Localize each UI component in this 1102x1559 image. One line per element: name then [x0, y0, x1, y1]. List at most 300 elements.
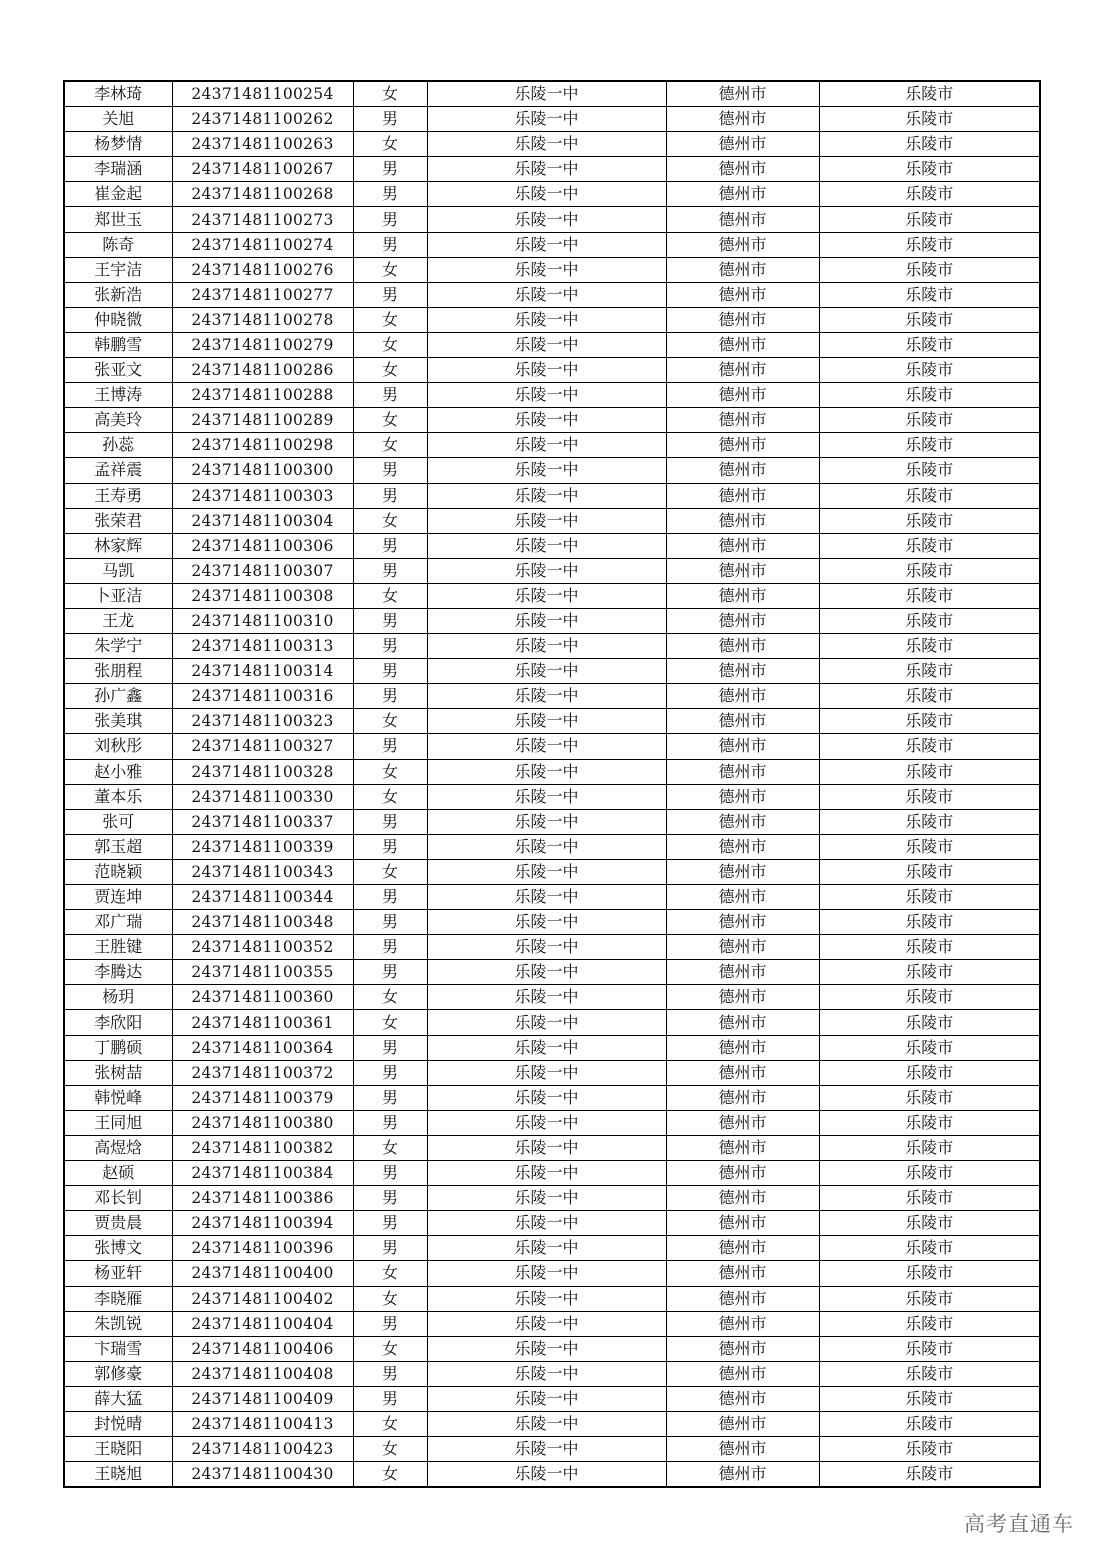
- city-cell: 德州市: [666, 1085, 819, 1110]
- gender-cell: 男: [353, 1060, 427, 1085]
- county-cell: 乐陵市: [819, 885, 1040, 910]
- county-cell: 乐陵市: [819, 608, 1040, 633]
- school-cell: 乐陵一中: [427, 533, 666, 558]
- table-row: [64, 483, 1040, 508]
- city-cell: 德州市: [666, 1110, 819, 1135]
- name-cell: 刘秋彤: [64, 734, 172, 759]
- table-row: [64, 985, 1040, 1010]
- school-cell: 乐陵一中: [427, 1386, 666, 1411]
- city-cell: 德州市: [666, 1361, 819, 1386]
- school-cell: 乐陵一中: [427, 1085, 666, 1110]
- county-cell: 乐陵市: [819, 1135, 1040, 1160]
- table-row: [64, 1135, 1040, 1160]
- city-cell: 德州市: [666, 960, 819, 985]
- county-cell: 乐陵市: [819, 132, 1040, 157]
- name-cell: 李林琦: [64, 81, 172, 107]
- gender-cell: 女: [353, 433, 427, 458]
- exam-id-cell: 24371481100352: [172, 935, 353, 960]
- name-cell: 王宇洁: [64, 257, 172, 282]
- exam-id-cell: 24371481100339: [172, 834, 353, 859]
- table-row: [64, 383, 1040, 408]
- school-cell: 乐陵一中: [427, 257, 666, 282]
- county-cell: 乐陵市: [819, 107, 1040, 132]
- table-row: [64, 960, 1040, 985]
- city-cell: 德州市: [666, 558, 819, 583]
- name-cell: 韩悦峰: [64, 1085, 172, 1110]
- exam-id-cell: 24371481100364: [172, 1035, 353, 1060]
- school-cell: 乐陵一中: [427, 508, 666, 533]
- school-cell: 乐陵一中: [427, 885, 666, 910]
- county-cell: 乐陵市: [819, 809, 1040, 834]
- school-cell: 乐陵一中: [427, 358, 666, 383]
- gender-cell: 男: [353, 659, 427, 684]
- table-row: [64, 634, 1040, 659]
- school-cell: 乐陵一中: [427, 684, 666, 709]
- exam-id-cell: 24371481100355: [172, 960, 353, 985]
- gender-cell: 男: [353, 282, 427, 307]
- gender-cell: 女: [353, 1411, 427, 1436]
- exam-id-cell: 24371481100278: [172, 307, 353, 332]
- student-roster-table: [63, 80, 1041, 1488]
- gender-cell: 男: [353, 458, 427, 483]
- school-cell: 乐陵一中: [427, 759, 666, 784]
- city-cell: 德州市: [666, 1010, 819, 1035]
- gender-cell: 男: [353, 1311, 427, 1336]
- exam-id-cell: 24371481100303: [172, 483, 353, 508]
- school-cell: 乐陵一中: [427, 81, 666, 107]
- gender-cell: 男: [353, 1386, 427, 1411]
- school-cell: 乐陵一中: [427, 1035, 666, 1060]
- table-row: [64, 784, 1040, 809]
- exam-id-cell: 24371481100396: [172, 1236, 353, 1261]
- gender-cell: 女: [353, 81, 427, 107]
- exam-id-cell: 24371481100379: [172, 1085, 353, 1110]
- exam-id-cell: 24371481100276: [172, 257, 353, 282]
- exam-id-cell: 24371481100408: [172, 1361, 353, 1386]
- table-row: [64, 508, 1040, 533]
- table-row: [64, 358, 1040, 383]
- name-cell: 王同旭: [64, 1110, 172, 1135]
- exam-id-cell: 24371481100307: [172, 558, 353, 583]
- name-cell: 朱学宁: [64, 634, 172, 659]
- name-cell: 王寿勇: [64, 483, 172, 508]
- city-cell: 德州市: [666, 332, 819, 357]
- roster-body: [64, 81, 1040, 1487]
- name-cell: 林家辉: [64, 533, 172, 558]
- city-cell: 德州市: [666, 1386, 819, 1411]
- table-row: [64, 1286, 1040, 1311]
- gender-cell: 女: [353, 508, 427, 533]
- city-cell: 德州市: [666, 157, 819, 182]
- county-cell: 乐陵市: [819, 910, 1040, 935]
- county-cell: 乐陵市: [819, 508, 1040, 533]
- school-cell: 乐陵一中: [427, 1336, 666, 1361]
- table-row: [64, 307, 1040, 332]
- city-cell: 德州市: [666, 608, 819, 633]
- gender-cell: 女: [353, 859, 427, 884]
- watermark-text: 高考直通车: [964, 1512, 1074, 1536]
- exam-id-cell: 24371481100274: [172, 232, 353, 257]
- school-cell: 乐陵一中: [427, 1236, 666, 1261]
- table-row: [64, 458, 1040, 483]
- county-cell: 乐陵市: [819, 257, 1040, 282]
- table-row: [64, 809, 1040, 834]
- city-cell: 德州市: [666, 859, 819, 884]
- school-cell: 乐陵一中: [427, 784, 666, 809]
- school-cell: 乐陵一中: [427, 458, 666, 483]
- gender-cell: 男: [353, 935, 427, 960]
- exam-id-cell: 24371481100267: [172, 157, 353, 182]
- city-cell: 德州市: [666, 81, 819, 107]
- name-cell: 邓长钊: [64, 1186, 172, 1211]
- name-cell: 朱凯锐: [64, 1311, 172, 1336]
- table-row: [64, 1411, 1040, 1436]
- gender-cell: 男: [353, 1110, 427, 1135]
- exam-id-cell: 24371481100384: [172, 1161, 353, 1186]
- name-cell: 郭修豪: [64, 1361, 172, 1386]
- school-cell: 乐陵一中: [427, 910, 666, 935]
- name-cell: 崔金起: [64, 182, 172, 207]
- name-cell: 张朋程: [64, 659, 172, 684]
- table-row: [64, 1336, 1040, 1361]
- city-cell: 德州市: [666, 1311, 819, 1336]
- exam-id-cell: 24371481100306: [172, 533, 353, 558]
- exam-id-cell: 24371481100348: [172, 910, 353, 935]
- exam-id-cell: 24371481100327: [172, 734, 353, 759]
- city-cell: 德州市: [666, 182, 819, 207]
- name-cell: 张博文: [64, 1236, 172, 1261]
- city-cell: 德州市: [666, 985, 819, 1010]
- school-cell: 乐陵一中: [427, 1361, 666, 1386]
- name-cell: 李欣阳: [64, 1010, 172, 1035]
- school-cell: 乐陵一中: [427, 182, 666, 207]
- table-row: [64, 433, 1040, 458]
- county-cell: 乐陵市: [819, 1311, 1040, 1336]
- exam-id-cell: 24371481100273: [172, 207, 353, 232]
- table-row: [64, 1035, 1040, 1060]
- city-cell: 德州市: [666, 408, 819, 433]
- exam-id-cell: 24371481100337: [172, 809, 353, 834]
- gender-cell: 男: [353, 558, 427, 583]
- gender-cell: 男: [353, 232, 427, 257]
- name-cell: 董本乐: [64, 784, 172, 809]
- gender-cell: 女: [353, 1437, 427, 1462]
- county-cell: 乐陵市: [819, 182, 1040, 207]
- gender-cell: 女: [353, 1462, 427, 1488]
- name-cell: 邓广瑞: [64, 910, 172, 935]
- exam-id-cell: 24371481100413: [172, 1411, 353, 1436]
- exam-id-cell: 24371481100308: [172, 583, 353, 608]
- table-row: [64, 132, 1040, 157]
- school-cell: 乐陵一中: [427, 207, 666, 232]
- exam-id-cell: 24371481100430: [172, 1462, 353, 1488]
- city-cell: 德州市: [666, 583, 819, 608]
- table-row: [64, 1085, 1040, 1110]
- gender-cell: 男: [353, 809, 427, 834]
- gender-cell: 男: [353, 1085, 427, 1110]
- school-cell: 乐陵一中: [427, 709, 666, 734]
- table-row: [64, 1110, 1040, 1135]
- city-cell: 德州市: [666, 935, 819, 960]
- school-cell: 乐陵一中: [427, 1462, 666, 1488]
- table-row: [64, 608, 1040, 633]
- gender-cell: 女: [353, 1336, 427, 1361]
- school-cell: 乐陵一中: [427, 1186, 666, 1211]
- school-cell: 乐陵一中: [427, 558, 666, 583]
- gender-cell: 男: [353, 885, 427, 910]
- city-cell: 德州市: [666, 1437, 819, 1462]
- exam-id-cell: 24371481100394: [172, 1211, 353, 1236]
- name-cell: 杨亚轩: [64, 1261, 172, 1286]
- gender-cell: 男: [353, 1035, 427, 1060]
- table-row: [64, 1211, 1040, 1236]
- exam-id-cell: 24371481100289: [172, 408, 353, 433]
- exam-id-cell: 24371481100254: [172, 81, 353, 107]
- school-cell: 乐陵一中: [427, 408, 666, 433]
- school-cell: 乐陵一中: [427, 232, 666, 257]
- table-row: [64, 834, 1040, 859]
- name-cell: 封悦晴: [64, 1411, 172, 1436]
- county-cell: 乐陵市: [819, 1411, 1040, 1436]
- exam-id-cell: 24371481100360: [172, 985, 353, 1010]
- school-cell: 乐陵一中: [427, 985, 666, 1010]
- exam-id-cell: 24371481100286: [172, 358, 353, 383]
- city-cell: 德州市: [666, 232, 819, 257]
- school-cell: 乐陵一中: [427, 809, 666, 834]
- table-row: [64, 1161, 1040, 1186]
- school-cell: 乐陵一中: [427, 608, 666, 633]
- table-row: [64, 885, 1040, 910]
- name-cell: 贾贵晨: [64, 1211, 172, 1236]
- city-cell: 德州市: [666, 1161, 819, 1186]
- exam-id-cell: 24371481100304: [172, 508, 353, 533]
- gender-cell: 男: [353, 483, 427, 508]
- city-cell: 德州市: [666, 1135, 819, 1160]
- city-cell: 德州市: [666, 910, 819, 935]
- table-row: [64, 232, 1040, 257]
- table-row: [64, 558, 1040, 583]
- county-cell: 乐陵市: [819, 358, 1040, 383]
- city-cell: 德州市: [666, 257, 819, 282]
- gender-cell: 女: [353, 784, 427, 809]
- exam-id-cell: 24371481100328: [172, 759, 353, 784]
- school-cell: 乐陵一中: [427, 383, 666, 408]
- gender-cell: 女: [353, 759, 427, 784]
- table-row: [64, 1236, 1040, 1261]
- table-row: [64, 207, 1040, 232]
- city-cell: 德州市: [666, 759, 819, 784]
- table-row: [64, 533, 1040, 558]
- county-cell: 乐陵市: [819, 307, 1040, 332]
- gender-cell: 男: [353, 157, 427, 182]
- city-cell: 德州市: [666, 1261, 819, 1286]
- county-cell: 乐陵市: [819, 383, 1040, 408]
- exam-id-cell: 24371481100404: [172, 1311, 353, 1336]
- city-cell: 德州市: [666, 207, 819, 232]
- gender-cell: 女: [353, 332, 427, 357]
- school-cell: 乐陵一中: [427, 1286, 666, 1311]
- exam-id-cell: 24371481100277: [172, 282, 353, 307]
- name-cell: 张可: [64, 809, 172, 834]
- table-row: [64, 408, 1040, 433]
- name-cell: 赵小雅: [64, 759, 172, 784]
- exam-id-cell: 24371481100361: [172, 1010, 353, 1035]
- school-cell: 乐陵一中: [427, 935, 666, 960]
- county-cell: 乐陵市: [819, 433, 1040, 458]
- gender-cell: 女: [353, 1135, 427, 1160]
- school-cell: 乐陵一中: [427, 859, 666, 884]
- gender-cell: 男: [353, 182, 427, 207]
- name-cell: 王晓阳: [64, 1437, 172, 1462]
- name-cell: 薛大猛: [64, 1386, 172, 1411]
- county-cell: 乐陵市: [819, 1261, 1040, 1286]
- city-cell: 德州市: [666, 533, 819, 558]
- county-cell: 乐陵市: [819, 157, 1040, 182]
- city-cell: 德州市: [666, 834, 819, 859]
- exam-id-cell: 24371481100298: [172, 433, 353, 458]
- table-row: [64, 282, 1040, 307]
- name-cell: 韩鹏雪: [64, 332, 172, 357]
- name-cell: 李晓雁: [64, 1286, 172, 1311]
- gender-cell: 女: [353, 1286, 427, 1311]
- gender-cell: 女: [353, 307, 427, 332]
- school-cell: 乐陵一中: [427, 634, 666, 659]
- county-cell: 乐陵市: [819, 1060, 1040, 1085]
- city-cell: 德州市: [666, 358, 819, 383]
- table-row: [64, 157, 1040, 182]
- table-row: [64, 1462, 1040, 1488]
- city-cell: 德州市: [666, 734, 819, 759]
- school-cell: 乐陵一中: [427, 734, 666, 759]
- name-cell: 赵硕: [64, 1161, 172, 1186]
- city-cell: 德州市: [666, 659, 819, 684]
- county-cell: 乐陵市: [819, 1236, 1040, 1261]
- exam-id-cell: 24371481100386: [172, 1186, 353, 1211]
- county-cell: 乐陵市: [819, 759, 1040, 784]
- school-cell: 乐陵一中: [427, 1411, 666, 1436]
- table-row: [64, 734, 1040, 759]
- table-row: [64, 1060, 1040, 1085]
- name-cell: 关旭: [64, 107, 172, 132]
- name-cell: 张美琪: [64, 709, 172, 734]
- exam-id-cell: 24371481100279: [172, 332, 353, 357]
- school-cell: 乐陵一中: [427, 282, 666, 307]
- school-cell: 乐陵一中: [427, 1135, 666, 1160]
- county-cell: 乐陵市: [819, 1211, 1040, 1236]
- table-row: [64, 1437, 1040, 1462]
- gender-cell: 男: [353, 1236, 427, 1261]
- city-cell: 德州市: [666, 107, 819, 132]
- city-cell: 德州市: [666, 1211, 819, 1236]
- exam-id-cell: 24371481100263: [172, 132, 353, 157]
- county-cell: 乐陵市: [819, 207, 1040, 232]
- gender-cell: 男: [353, 1161, 427, 1186]
- city-cell: 德州市: [666, 885, 819, 910]
- school-cell: 乐陵一中: [427, 1211, 666, 1236]
- name-cell: 王博涛: [64, 383, 172, 408]
- city-cell: 德州市: [666, 132, 819, 157]
- name-cell: 郭玉超: [64, 834, 172, 859]
- gender-cell: 男: [353, 1361, 427, 1386]
- table-row: [64, 1261, 1040, 1286]
- school-cell: 乐陵一中: [427, 834, 666, 859]
- school-cell: 乐陵一中: [427, 132, 666, 157]
- city-cell: 德州市: [666, 809, 819, 834]
- gender-cell: 男: [353, 608, 427, 633]
- county-cell: 乐陵市: [819, 985, 1040, 1010]
- county-cell: 乐陵市: [819, 282, 1040, 307]
- table-row: [64, 107, 1040, 132]
- city-cell: 德州市: [666, 1462, 819, 1488]
- county-cell: 乐陵市: [819, 634, 1040, 659]
- name-cell: 范晓颖: [64, 859, 172, 884]
- city-cell: 德州市: [666, 508, 819, 533]
- city-cell: 德州市: [666, 383, 819, 408]
- table-row: [64, 684, 1040, 709]
- county-cell: 乐陵市: [819, 935, 1040, 960]
- county-cell: 乐陵市: [819, 1361, 1040, 1386]
- city-cell: 德州市: [666, 1336, 819, 1361]
- name-cell: 孙广鑫: [64, 684, 172, 709]
- county-cell: 乐陵市: [819, 1035, 1040, 1060]
- city-cell: 德州市: [666, 1286, 819, 1311]
- school-cell: 乐陵一中: [427, 157, 666, 182]
- county-cell: 乐陵市: [819, 709, 1040, 734]
- table-row: [64, 1186, 1040, 1211]
- county-cell: 乐陵市: [819, 684, 1040, 709]
- table-row: [64, 1386, 1040, 1411]
- name-cell: 孟祥震: [64, 458, 172, 483]
- gender-cell: 女: [353, 408, 427, 433]
- school-cell: 乐陵一中: [427, 659, 666, 684]
- exam-id-cell: 24371481100406: [172, 1336, 353, 1361]
- city-cell: 德州市: [666, 1035, 819, 1060]
- city-cell: 德州市: [666, 1236, 819, 1261]
- exam-id-cell: 24371481100323: [172, 709, 353, 734]
- city-cell: 德州市: [666, 784, 819, 809]
- county-cell: 乐陵市: [819, 1161, 1040, 1186]
- county-cell: 乐陵市: [819, 558, 1040, 583]
- exam-id-cell: 24371481100310: [172, 608, 353, 633]
- gender-cell: 女: [353, 1010, 427, 1035]
- city-cell: 德州市: [666, 1186, 819, 1211]
- table-row: [64, 709, 1040, 734]
- table-row: [64, 332, 1040, 357]
- exam-id-cell: 24371481100402: [172, 1286, 353, 1311]
- school-cell: 乐陵一中: [427, 1110, 666, 1135]
- city-cell: 德州市: [666, 684, 819, 709]
- name-cell: 卜亚洁: [64, 583, 172, 608]
- gender-cell: 女: [353, 985, 427, 1010]
- school-cell: 乐陵一中: [427, 332, 666, 357]
- name-cell: 高煜焓: [64, 1135, 172, 1160]
- city-cell: 德州市: [666, 307, 819, 332]
- name-cell: 张亚文: [64, 358, 172, 383]
- county-cell: 乐陵市: [819, 1186, 1040, 1211]
- city-cell: 德州市: [666, 1411, 819, 1436]
- table-row: [64, 935, 1040, 960]
- gender-cell: 男: [353, 834, 427, 859]
- table-row: [64, 583, 1040, 608]
- name-cell: 高美玲: [64, 408, 172, 433]
- name-cell: 卞瑞雪: [64, 1336, 172, 1361]
- exam-id-cell: 24371481100330: [172, 784, 353, 809]
- gender-cell: 男: [353, 634, 427, 659]
- table-row: [64, 910, 1040, 935]
- exam-id-cell: 24371481100300: [172, 458, 353, 483]
- school-cell: 乐陵一中: [427, 960, 666, 985]
- table-row: [64, 81, 1040, 107]
